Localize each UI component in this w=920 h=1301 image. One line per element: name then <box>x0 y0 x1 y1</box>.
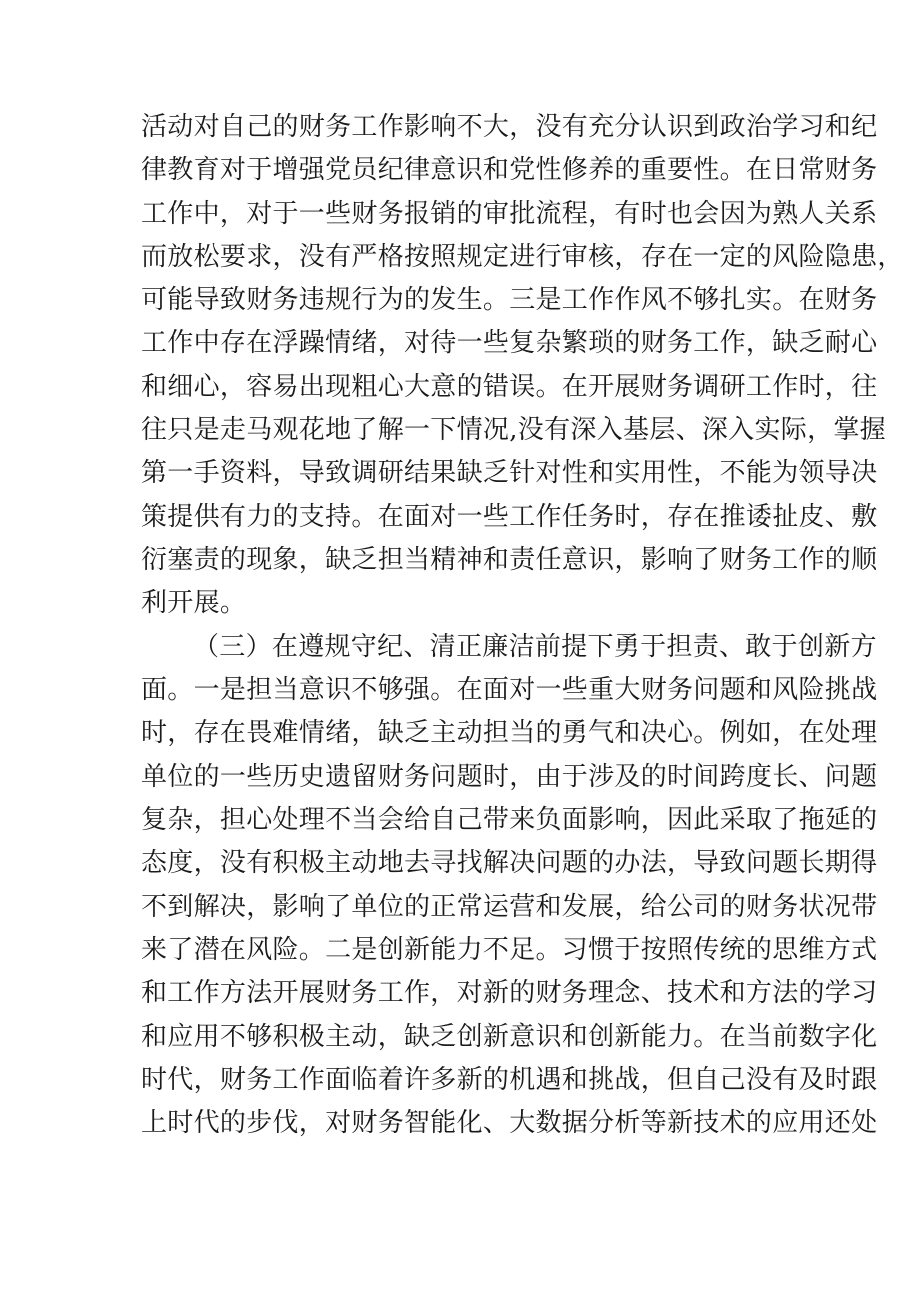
text-line: 工作中，对于一些财务报销的审批流程，有时也会因为熟人关系 <box>141 199 878 229</box>
text-line: 面。一是担当意识不够强。在面对一些重大财务问题和风险挑战 <box>141 675 878 705</box>
text-line: 工作中存在浮躁情绪，对待一些复杂繁琐的财务工作，缺乏耐心 <box>141 328 878 358</box>
text-line: 活动对自己的财务工作影响不大，没有充分认识到政治学习和纪 <box>141 112 878 142</box>
text-line: 和细心，容易出现粗心大意的错误。在开展财务调研工作时，往 <box>141 372 878 402</box>
text-line: 和工作方法开展财务工作，对新的财务理念、技术和方法的学习 <box>141 978 878 1008</box>
text-line: 衍塞责的现象，缺乏担当精神和责任意识，影响了财务工作的顺 <box>141 545 878 575</box>
text-line: 可能导致财务违规行为的发生。三是工作作风不够扎实。在财务 <box>141 285 878 315</box>
text-line: 不到解决，影响了单位的正常运营和发展，给公司的财务状况带 <box>141 892 878 922</box>
text-line: 而放松要求，没有严格按照规定进行审核，存在一定的风险隐患， <box>141 242 904 272</box>
text-line: 和应用不够积极主动，缺乏创新意识和创新能力。在当前数字化 <box>141 1022 878 1052</box>
text-line: 时代，财务工作面临着许多新的机遇和挑战，但自己没有及时跟 <box>141 1065 878 1095</box>
text-line: 来了潜在风险。二是创新能力不足。习惯于按照传统的思维方式 <box>141 935 878 965</box>
text-line: 第一手资料，导致调研结果缺乏针对性和实用性，不能为领导决 <box>141 458 878 488</box>
paragraph-start-line: （三）在遵规守纪、清正廉洁前提下勇于担责、敢于创新方 <box>193 632 877 662</box>
text-line: 时，存在畏难情绪，缺乏主动担当的勇气和决心。例如，在处理 <box>141 718 878 748</box>
text-line: 复杂，担心处理不当会给自己带来负面影响，因此采取了拖延的 <box>141 805 878 835</box>
text-line: 态度，没有积极主动地去寻找解决问题的办法，导致问题长期得 <box>141 848 878 878</box>
text-line: 策提供有力的支持。在面对一些工作任务时，存在推诿扯皮、敷 <box>141 502 878 532</box>
text-line: 往只是走马观花地了解一下情况,没有深入基层、深入实际，掌握 <box>141 415 886 445</box>
text-line: 上时代的步伐，对财务智能化、大数据分析等新技术的应用还处 <box>141 1108 878 1138</box>
text-line: 单位的一些历史遗留财务问题时，由于涉及的时间跨度长、问题 <box>141 762 878 792</box>
text-line: 律教育对于增强党员纪律意识和党性修养的重要性。在日常财务 <box>141 155 878 185</box>
text-line: 利开展。 <box>141 588 247 618</box>
